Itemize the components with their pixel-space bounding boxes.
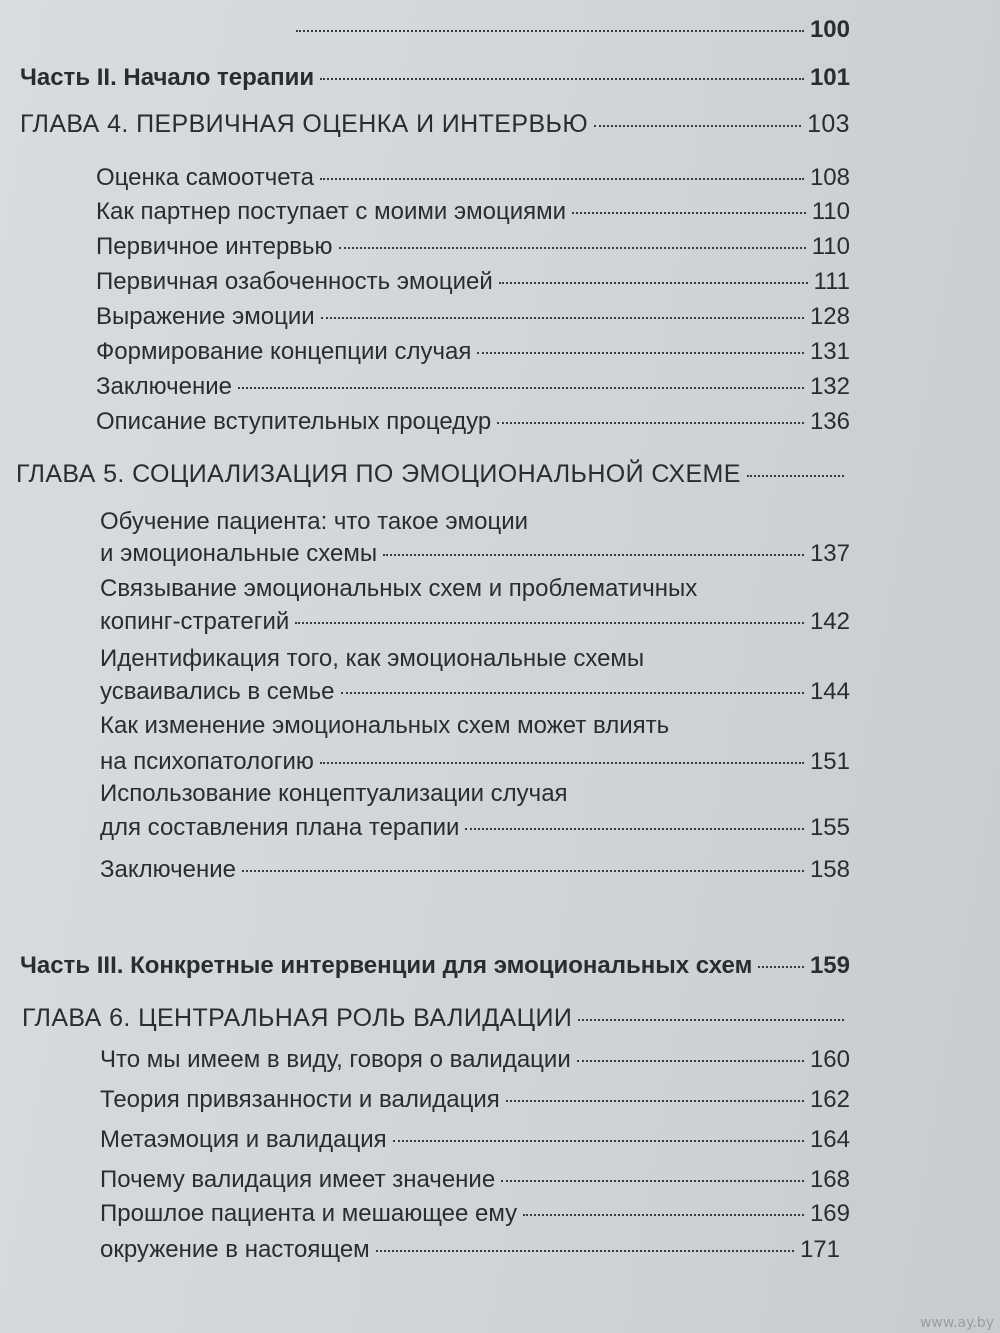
part-title: Часть II. Начало терапии	[20, 64, 315, 91]
dot-leader	[572, 212, 806, 214]
page-number: 159	[809, 952, 850, 979]
page-number: 103	[807, 110, 850, 138]
page-number: 168	[809, 1166, 850, 1193]
dot-leader	[501, 1180, 804, 1182]
page-number: 131	[809, 338, 850, 365]
entry-title-line1: Идентификация того, как эмоциональные схемы	[100, 645, 645, 672]
toc-entry	[96, 164, 850, 192]
toc-entry	[96, 268, 850, 296]
entry-title-line2: копинг-стратегий	[100, 608, 290, 635]
toc-row-top	[290, 16, 850, 44]
dot-leader	[465, 828, 804, 830]
page-number: 144	[809, 678, 850, 705]
entry-title: Как партнер поступает с моими эмоциями	[96, 198, 567, 225]
page-number: 100	[809, 16, 850, 43]
dot-leader	[523, 1214, 804, 1216]
toc-entry	[100, 1086, 850, 1114]
entry-title-line2: на психопатологию	[100, 748, 314, 775]
page-number: 151	[809, 748, 850, 775]
dot-leader	[242, 870, 804, 872]
dot-leader	[320, 762, 804, 764]
chapter-title: ГЛАВА 6. ЦЕНТРАЛЬНАЯ РОЛЬ ВАЛИДАЦИИ	[22, 1004, 573, 1032]
toc-entry	[100, 856, 850, 884]
entry-title: Почему валидация имеет значение	[100, 1166, 496, 1193]
dot-leader	[376, 1250, 794, 1252]
page-number: 162	[809, 1086, 850, 1113]
toc-entry	[100, 678, 850, 706]
toc-entry	[100, 1046, 850, 1074]
entry-title: окружение в настоящем	[100, 1236, 370, 1263]
watermark-text: www.ay.by	[919, 1315, 994, 1331]
dot-leader	[758, 966, 804, 968]
dot-leader	[339, 247, 806, 249]
entry-title: Заключение	[96, 373, 232, 400]
page-number: 128	[809, 303, 850, 330]
toc-entry	[100, 1200, 850, 1228]
entry-title-line2: и эмоциональные схемы	[100, 540, 378, 567]
page-number: 158	[809, 856, 850, 883]
toc-part-2	[20, 64, 850, 92]
dot-leader	[477, 352, 804, 354]
dot-leader	[747, 475, 844, 477]
toc-chapter-4	[20, 110, 850, 139]
toc-chapter-5	[16, 460, 850, 489]
dot-leader	[499, 282, 808, 284]
toc-chapter-6	[22, 1004, 850, 1033]
page-number: 136	[809, 408, 850, 435]
entry-title: Оценка самоотчета	[96, 164, 314, 191]
toc-entry	[100, 540, 850, 568]
toc-entry	[96, 198, 850, 226]
entry-title-line1: Как изменение эмоциональных схем может влиять	[100, 712, 670, 739]
entry-title: Первичная озабоченность эмоцией	[96, 268, 493, 295]
dot-leader	[383, 554, 804, 556]
toc-part-3	[20, 952, 850, 980]
toc-entry	[100, 608, 850, 636]
chapter-title: ГЛАВА 4. ПЕРВИЧНАЯ ОЦЕНКА И ИНТЕРВЬЮ	[20, 110, 588, 138]
page-number: 142	[809, 608, 850, 635]
toc-entry	[96, 303, 850, 331]
dot-leader	[238, 387, 804, 389]
entry-title-line1: Использование концептуализации случая	[100, 780, 568, 807]
entry-title: Выражение эмоции	[96, 303, 315, 330]
toc-entry	[96, 408, 850, 436]
page-number: 171	[799, 1236, 840, 1263]
entry-title: Заключение	[100, 856, 236, 883]
dot-leader	[320, 78, 804, 80]
entry-title-line2: усваивались в семье	[100, 678, 335, 705]
part-title: Часть III. Конкретные интервенции для эмоциональных схем	[20, 952, 753, 979]
entry-title: Теория привязанности и валидация	[100, 1086, 500, 1113]
toc-entry	[100, 748, 850, 776]
dot-leader	[295, 622, 804, 624]
page-number: 101	[809, 64, 850, 91]
toc-entry	[100, 814, 850, 842]
dot-leader	[594, 125, 801, 127]
dot-leader	[578, 1019, 844, 1021]
toc-entry	[96, 373, 850, 401]
page-number: 164	[809, 1126, 850, 1153]
entry-title: Первичное интервью	[96, 233, 333, 260]
toc-entry	[96, 233, 850, 261]
dot-leader	[577, 1060, 804, 1062]
page-number: 132	[809, 373, 850, 400]
entry-title: Прошлое пациента и мешающее ему	[100, 1200, 518, 1227]
chapter-title: ГЛАВА 5. СОЦИАЛИЗАЦИЯ ПО ЭМОЦИОНАЛЬНОЙ СХЕМЕ	[16, 460, 741, 488]
toc-entry	[100, 1166, 850, 1194]
entry-title: Что мы имеем в виду, говоря о валидации	[100, 1046, 571, 1073]
entry-title-line2: для составления плана терапии	[100, 814, 460, 841]
entry-title: Описание вступительных процедур	[96, 408, 492, 435]
dot-leader	[296, 30, 804, 32]
dot-leader	[506, 1100, 804, 1102]
dot-leader	[321, 317, 804, 319]
page-number: 169	[809, 1200, 850, 1227]
page-number: 155	[809, 814, 850, 841]
page-number: 137	[809, 540, 850, 567]
entry-title: Формирование концепции случая	[96, 338, 472, 365]
toc-entry	[96, 338, 850, 366]
dot-leader	[393, 1140, 804, 1142]
toc-entry	[100, 1126, 850, 1154]
dot-leader	[497, 422, 804, 424]
page-number: 160	[809, 1046, 850, 1073]
page-number: 110	[811, 233, 850, 260]
entry-title-line1: Обучение пациента: что такое эмоции	[100, 508, 529, 535]
page-number: 108	[809, 164, 850, 191]
toc-entry	[100, 1236, 840, 1264]
page-number: 111	[813, 268, 850, 295]
entry-title: Метаэмоция и валидация	[100, 1126, 387, 1153]
page-number: 110	[811, 198, 850, 225]
dot-leader	[320, 178, 804, 180]
entry-title-line1: Связывание эмоциональных схем и проблематичных	[100, 575, 698, 602]
dot-leader	[341, 692, 804, 694]
